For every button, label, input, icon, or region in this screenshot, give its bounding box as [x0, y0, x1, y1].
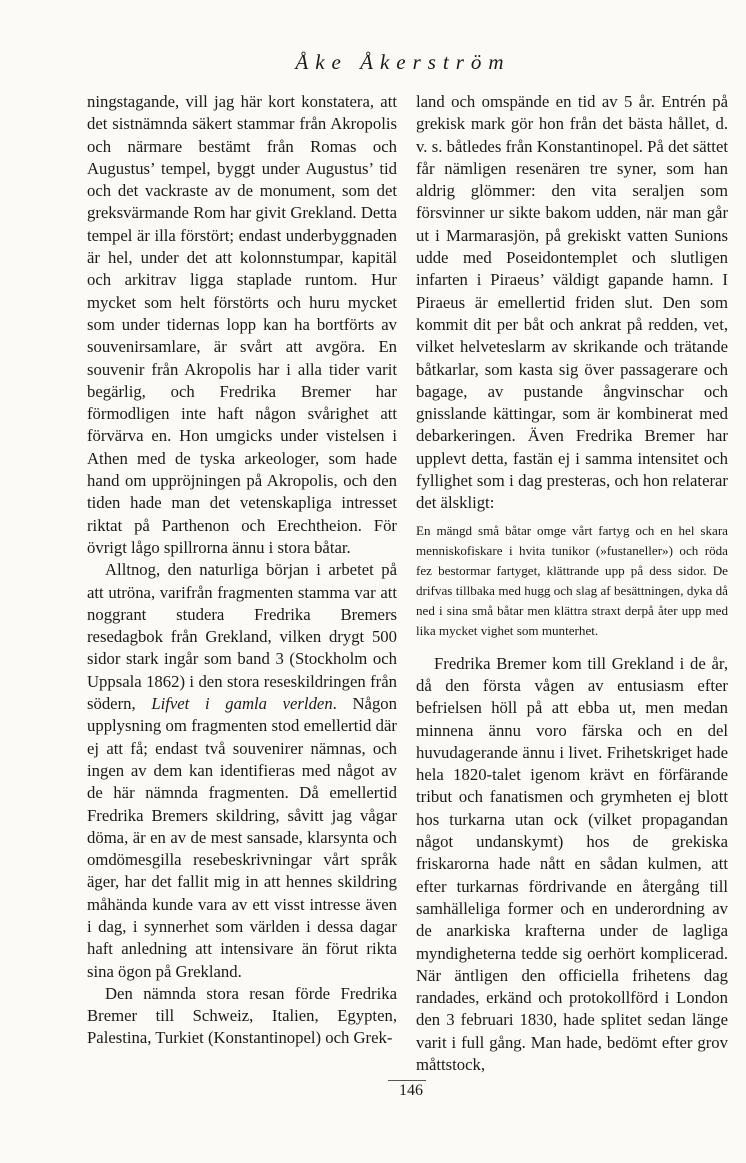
- left-column: [87, 91, 397, 1050]
- paragraph-text: Alltnog, den naturliga början i arbetet på att utröna, varifrån fragmenten stamma var att noggrant studera Fredrika Bremers resedagbok från Grekland, vilken drygt 500 sidor stark ingår som band 3 (Stockholm och Uppsala 1862) i den stora reseskildringen från södern,: [87, 560, 397, 714]
- book-title: Lifvet i gamla verlden: [151, 694, 333, 714]
- paragraph: Den nämnda stora resan förde Fredrika Bremer till Schweiz, Italien, Egypten, Palestina, Turkiet (Konstantinopel) och Grek-: [87, 983, 397, 1048]
- right-column: [416, 91, 728, 1076]
- folio-rule: [388, 1080, 426, 1081]
- running-head: Åke Åkerström: [295, 50, 511, 74]
- paragraph: Fredrika Bremer kom till Grekland i de år, då den första vågen av entusiasm efter befrielsen höll på att ebba ut, men medan minnena ännu voro färska och en del huvudagerande ännu i livet. Frihetskriget hade hela 1820-talet igenom krävt en förfärande tribut och fanatismen och grymheten ej blott hos turkarna utan ock (vilket propagandan något undanskymt) hos de grekiska friskarorna hade nått en sådan kulmen, att efter turkarnas fördrivande en återgång till samhälleliga former och en underordning av de anarkiska krafterna under de lagliga myndigheterna tedde sig oerhört komplicerad. När äntligen den officiella frihetens dag randades, erkänd och protokollförd i London den 3 februari 1830, hade splitet sedan länge varit i full gång. Man hade, bedömt efter grov måttstock,: [416, 653, 728, 1074]
- page-number: 146: [399, 1082, 423, 1099]
- paragraph: land och omspände en tid av 5 år. Entrén på grekisk mark gör hon från det bästa hållet, d. v. s. båtledes från Konstantinopel. På det sättet får nämligen resenären tre syner, som han aldrig glömmer: den vita seraljen som försvinner ur sikte bakom udden, när man går ut i Marmarasjön, på grekiskt vatten Sunions udde med Poseidontemplet och slutligen infarten i Piraeus’ väldigt gapande hamn. I Piraeus är emellertid friden slut. Den som kommit dit per båt och ankrat på redden, vet, vilket helveteslarm av skrikande och trätande båtkarlar, som kasta sig över passagerare och bagage, av pustande ångvinschar och gnisslande kättingar, som är kombinerat med debarkeringen. Även Fredrika Bremer har upplevt detta, fastän ej i samma intensitet och fyllighet som i dag presteras, och hon relaterar det älskligt:: [416, 92, 728, 513]
- paragraph: [87, 559, 397, 983]
- paragraph: ningstagande, vill jag här kort konstatera, att det sistnämnda säkert stammar från Akropolis och närmare bestämt från Romas och Augustus’ tempel, byggt under Augustus’ tid och det vackraste av de monument, som det greksvärmande Rom har givit Grekland. Detta tempel är illa förstört; endast underbyggnaden är hel, under det att kolonnstumpar, kapitäl och arkitrav ligga staplade runtom. Hur mycket som helt förstörts och huru mycket som under tidernas lopp kan ha bortförts av souvenirsamlare, är svårt att avgöra. En souvenir från Akropolis har i alla tider varit begärlig, och Fredrika Bremer har förmodligen inte haft någon svårighet att förvärva en. Hon umgicks under vistelsen i Athen med de tyska arkeologer, som hade hand om uppröjningen på Akropolis, och den tiden hade man det vetenskapliga intresset riktat på Parthenon och Erechtheion. För övrigt lågo spillrorna ännu i stora båtar.: [87, 92, 397, 557]
- block-quote: En mängd små båtar omge vårt fartyg och en hel skara menniskofiskare i hvita tunikor (»fustaneller») och röda fez bestormar fartyget, klättrande upp på dess sidor. De drifvas tillbaka med hugg och slag af besättningen, dyka då ned i sina små båtar men klättra straxt derpå åter upp med lika mycket vighet som munterhet.: [416, 522, 728, 638]
- paragraph-text: . Någon upplysning om fragmenten stod emellertid där ej att få; endast två souvenirer nämnas, och ingen av dem kan identifieras med något av de här nämnda fragmenten. Då emellertid Fredrika Bremers skildring, såvitt jag vågar döma, är en av de mest sansade, klarsynta och omdömesgilla resebeskrivningar vårt språk äger, har det fallit mig in att hennes skildring måhända kunde vara av ett visst intresse även i dag, i synnerhet som världen i dessa dagar haft anledning att intensivare än förut rikta sina ögon på Grekland.: [87, 694, 397, 981]
